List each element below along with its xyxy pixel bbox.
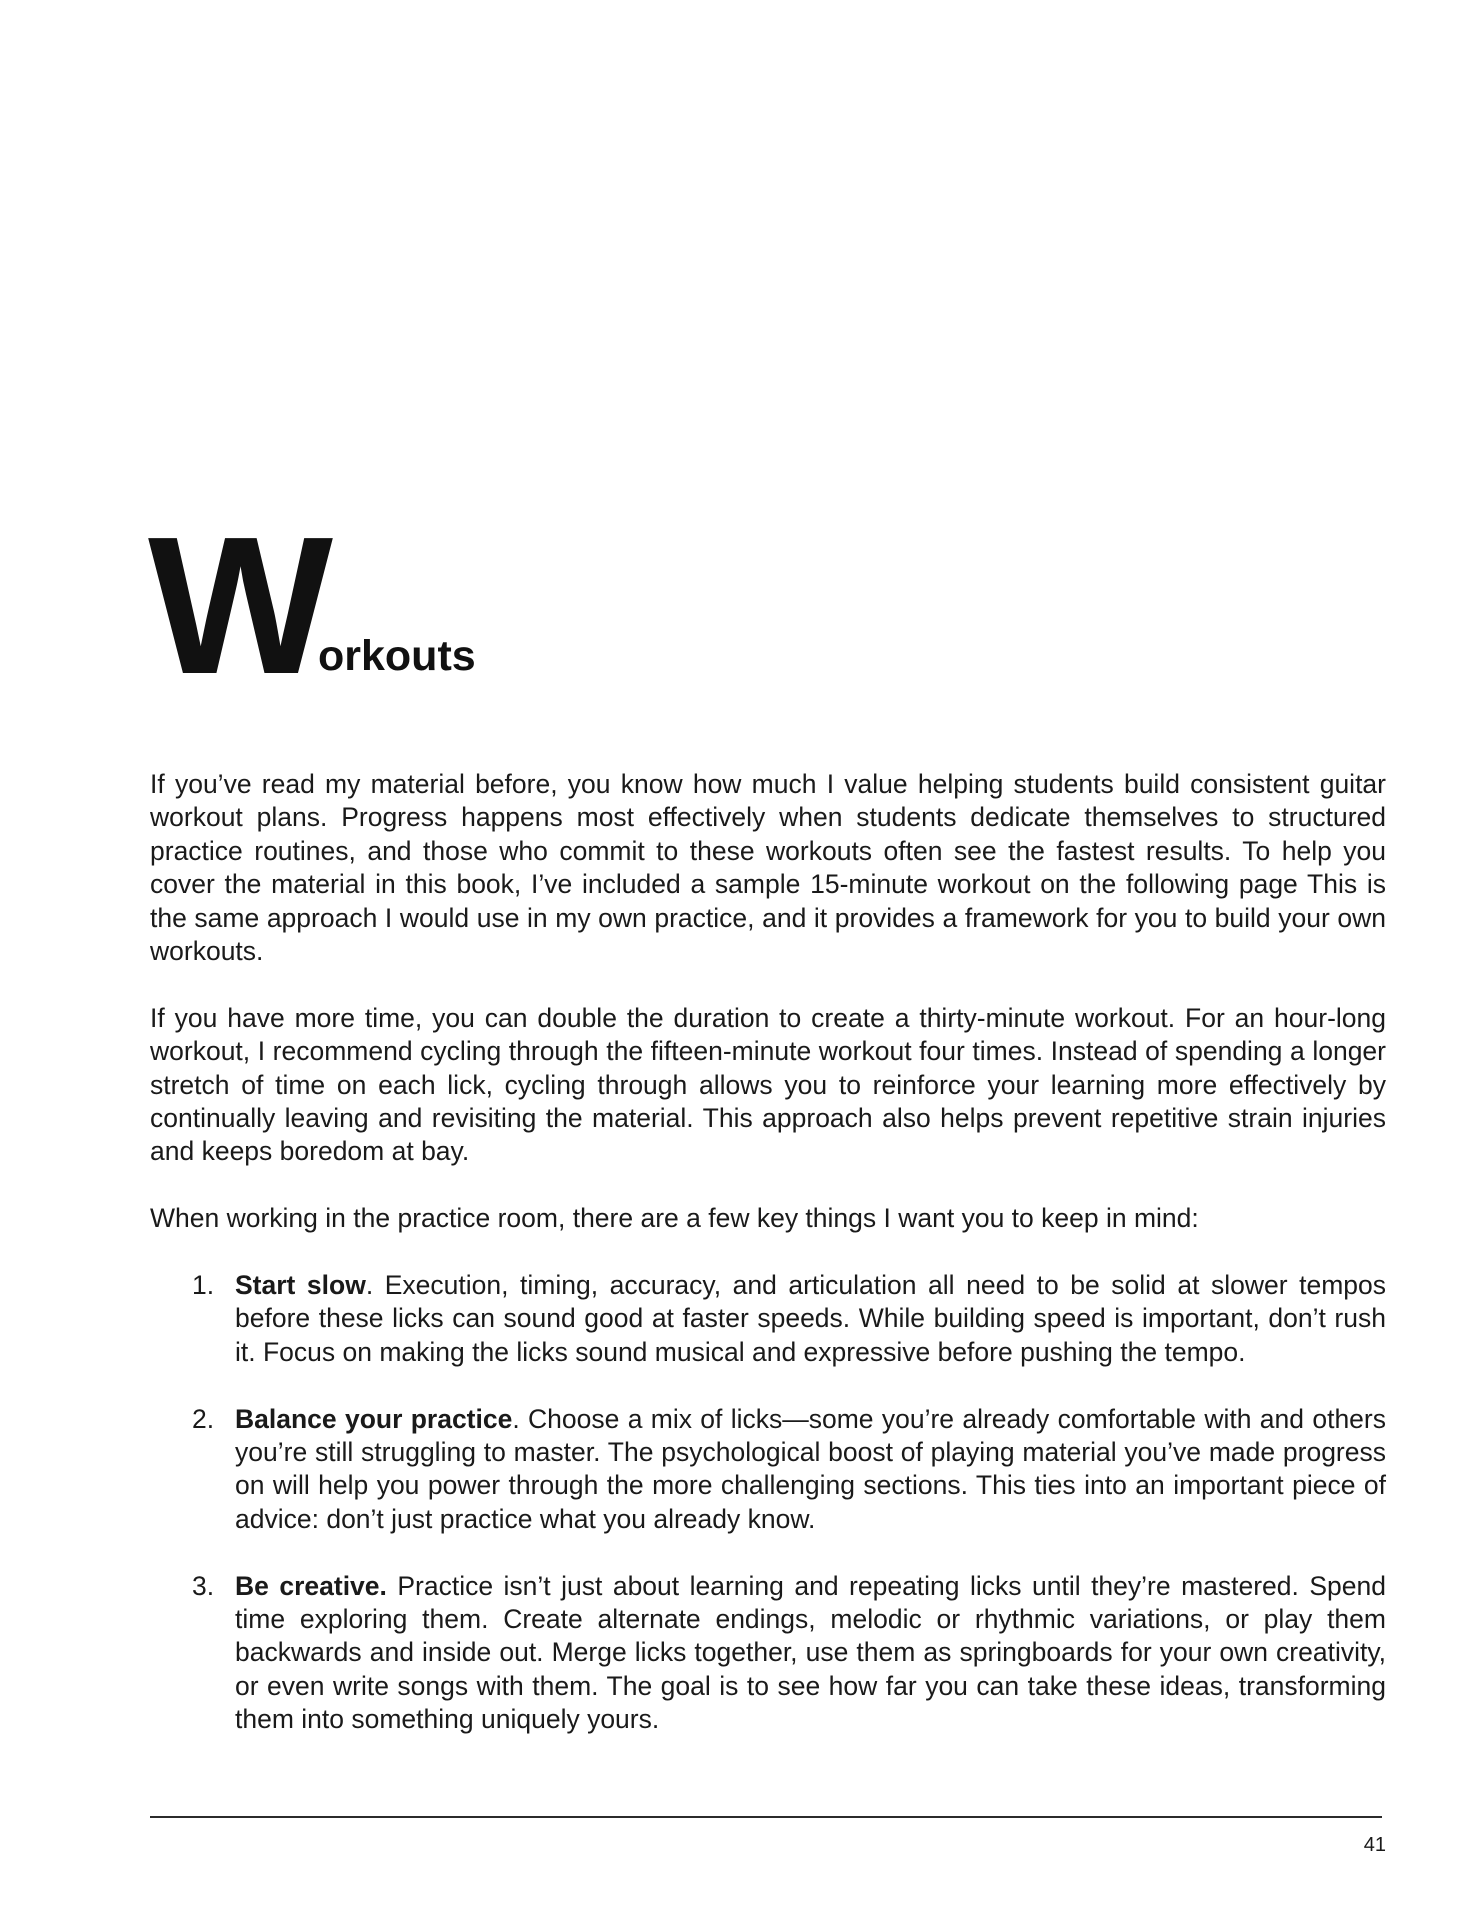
paragraph-keep-in-mind: When working in the practice room, there are a few key things I want you to keep in mind: xyxy=(150,1203,1199,1234)
list-item-number: 1. xyxy=(192,1270,215,1301)
footer-rule xyxy=(150,1816,1382,1818)
list-item-title: Be creative. xyxy=(235,1570,387,1601)
heading-text: orkouts xyxy=(318,632,476,680)
list-item xyxy=(150,1403,1386,1537)
heading-drop-cap: W xyxy=(148,496,321,715)
tips-list xyxy=(150,1269,1386,1737)
paragraph-time: If you have more time, you can double the duration to create a thirty-minute workout. For an hour-long workout, I recommend cycling through the fifteen-minute workout four times. Instead of spending a longer stretch of time on each lick, cycling through allows you to reinforce your learning more effectively by continually leaving and revisiting the material. This approach also helps prevent repetitive strain injuries and keeps boredom at bay. xyxy=(150,1002,1386,1167)
list-item-text: . Execution, timing, accuracy, and articulation all need to be solid at slower tempos before these licks can sound good at faster speeds. While building speed is important, don’t rush it. Focus on making the licks sound musical and expressive before pushing the tempo. xyxy=(235,1270,1386,1367)
list-item xyxy=(150,1269,1386,1369)
list-item-title: Balance your practice xyxy=(235,1403,513,1434)
list-item-text: Practice isn’t just about learning and repeating licks until they’re mastered. Spend time exploring them. Create alternate endings, melodic or rhythmic variations, or play them backwards and inside out. Merge licks together, use them as springboards for your own creativity, or even write songs with them. The goal is to see how far you can take these ideas, transforming them into something uniquely yours. xyxy=(235,1570,1386,1735)
paragraph-intro: If you’ve read my material before, you know how much I value helping students build consistent guitar workout plans. Progress happens most effectively when students dedicate themselves to structured practice routines, and those who commit to these workouts often see the fastest results. To help you cover the material in this book, I’ve included a sample 15-minute workout on the following page This is the same approach I would use in my own practice, and it provides a framework for you to build your own workouts. xyxy=(150,769,1386,967)
list-item-number: 3. xyxy=(192,1570,215,1601)
list-item-title: Start slow xyxy=(235,1270,366,1301)
body-text xyxy=(150,768,1386,1770)
list-item-number: 2. xyxy=(192,1403,215,1434)
page-number: 41 xyxy=(1363,1834,1386,1856)
section-heading xyxy=(148,496,748,715)
list-item xyxy=(150,1570,1386,1737)
list-item-text: . Choose a mix of licks—some you’re already comfortable with and others you’re still struggling to master. The psychological boost of playing material you’ve made progress on will help you power through the more challenging sections. This ties into an important piece of advice: don’t just practice what you already know. xyxy=(235,1403,1386,1534)
